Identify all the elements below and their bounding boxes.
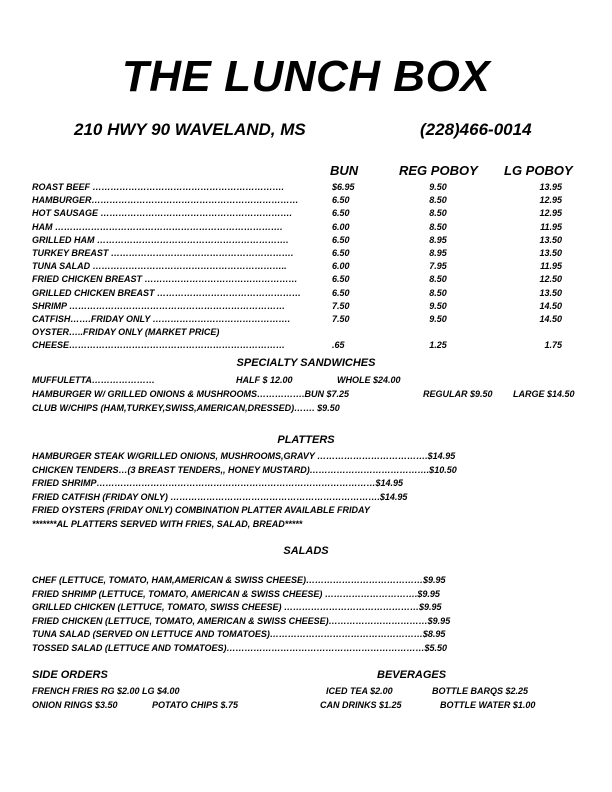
price-lg-poboy: 11.95 <box>540 221 562 232</box>
iced-tea-item: ICED TEA $2.00 <box>326 686 393 696</box>
price-reg-poboy: 8.95 <box>429 248 447 258</box>
price-lg-poboy: 12.95 <box>539 208 562 219</box>
sandwich-name: CATFISH…….FRIDAY ONLY ………………………………………. <box>32 314 291 324</box>
price-lg-poboy: 11.95 <box>540 261 562 272</box>
sandwich-name: SHRIMP ……………………………………………………………… <box>32 300 286 311</box>
price-lg-poboy: 12.95 <box>539 195 562 206</box>
column-lg-poboy: LG POBOY <box>504 163 573 178</box>
sandwich-name: ROAST BEEF ………………………………………………………. <box>32 182 285 192</box>
sandwich-name: GRILLED CHICKEN BREAST ………………………………………… <box>32 287 302 298</box>
price-bun: 6.00 <box>332 221 350 232</box>
salad-item: FRIED SHRIMP (LETTUCE, TOMATO, AMERICAN & SWISS CHEESE) ………………………….$9.95 <box>32 589 440 599</box>
price-bun: 6.00 <box>332 261 350 272</box>
price-reg-poboy: 8.95 <box>429 234 447 245</box>
column-reg-poboy: REG POBOY <box>399 163 478 178</box>
potato-chips-item: POTATO CHIPS $.75 <box>152 700 239 710</box>
price-bun: .65 <box>332 340 345 351</box>
price-lg-poboy: 13.95 <box>539 182 562 192</box>
price-bun: 6.50 <box>332 195 350 206</box>
price-reg-poboy: 8.50 <box>429 221 447 232</box>
sandwich-name: HAM …………………………………………………………………. <box>32 221 283 232</box>
price-reg-poboy: 9.50 <box>429 314 447 324</box>
platter-item: FRIED OYSTERS (FRIDAY ONLY) COMBINATION PLATTER AVAILABLE FRIDAY <box>32 505 370 515</box>
salad-item: TUNA SALAD (SERVED ON LETTUCE AND TOMATOES)……………………………………………$8.95 <box>32 629 446 639</box>
onion-rings-item: ONION RINGS $3.50 <box>32 700 118 710</box>
restaurant-title: THE LUNCH BOX <box>121 52 491 101</box>
bottle-water-item: BOTTLE WATER $1.00 <box>440 700 536 710</box>
salad-item: CHEF (LETTUCE, TOMATO, HAM,AMERICAN & SWISS CHEESE)…………………………………$9.95 <box>32 575 446 585</box>
sandwich-name: FRIED CHICKEN BREAST …………………………………………… <box>32 274 298 285</box>
price-lg-poboy: 12.50 <box>539 274 562 285</box>
salad-item: FRIED CHICKEN (LETTUCE, TOMATO, AMERICAN & SWISS CHEESE)……………………………$9.95 <box>32 616 451 626</box>
price-reg-poboy: 9.50 <box>429 182 447 192</box>
club-item: CLUB W/CHIPS (HAM,TURKEY,SWISS,AMERICAN,DRESSED)……. $9.50 <box>32 403 340 413</box>
muffuletta-half: HALF $ 12.00 <box>236 375 293 385</box>
platter-item: FRIED SHRIMP…………………………………………………………………………………$14.95 <box>32 478 404 488</box>
muffuletta-whole: WHOLE $24.00 <box>337 375 401 385</box>
price-bun: 6.50 <box>332 234 350 245</box>
sandwich-name: OYSTER…..FRIDAY ONLY (MARKET PRICE) <box>32 327 220 338</box>
hamburger-mushroom-large: LARGE $14.50 <box>513 389 575 399</box>
phone-number: (228)466-0014 <box>420 120 532 139</box>
price-reg-poboy: 8.50 <box>429 274 447 285</box>
price-lg-poboy: 13.50 <box>539 234 562 245</box>
sandwich-name: CHEESE……………………………………………………………… <box>32 340 286 351</box>
sandwich-name: GRILLED HAM ………………………………………………………. <box>32 234 289 245</box>
muffuletta-name: MUFFULETTA………………… <box>32 375 155 385</box>
price-reg-poboy: 8.50 <box>429 195 447 206</box>
sandwich-name: TURKEY BREAST ……………………………………………………. <box>32 248 294 258</box>
platters-heading: PLATTERS <box>277 434 335 446</box>
sandwich-name: HAMBURGER…………………………………………………………… <box>32 195 299 206</box>
platter-item: HAMBURGER STEAK W/GRILLED ONIONS, MUSHROOMS,GRAVY ……………………………….$14.95 <box>32 451 456 461</box>
sandwich-name: TUNA SALAD ……………………………………………………….. <box>32 261 287 272</box>
price-lg-poboy: 13.50 <box>539 287 562 298</box>
price-reg-poboy: 1.25 <box>429 340 447 351</box>
price-bun: 6.50 <box>332 248 350 258</box>
price-lg-poboy: 13.50 <box>539 248 562 258</box>
beverages-heading: BEVERAGES <box>377 669 447 681</box>
price-reg-poboy: 8.50 <box>429 208 447 219</box>
salad-item: TOSSED SALAD (LETTUCE AND TOMATOES)…………………………………………………………$5.50 <box>32 643 448 653</box>
price-bun: 6.50 <box>332 287 350 298</box>
hamburger-mushroom-regular: REGULAR $9.50 <box>423 389 493 399</box>
price-lg-poboy: 14.50 <box>539 300 562 311</box>
price-reg-poboy: 9.50 <box>429 300 447 311</box>
price-reg-poboy: 8.50 <box>429 287 447 298</box>
price-lg-poboy: 1.75 <box>544 340 562 351</box>
price-reg-poboy: 7.95 <box>429 261 447 272</box>
side-orders-heading: SIDE ORDERS <box>32 669 108 681</box>
price-bun: 7.50 <box>332 314 350 324</box>
price-bun: $6.95 <box>332 182 355 192</box>
platter-item: *******AL PLATTERS SERVED WITH FRIES, SALAD, BREAD***** <box>32 519 303 529</box>
column-bun: BUN <box>330 163 359 178</box>
platter-item: FRIED CATFISH (FRIDAY ONLY) …………………………………………………………….$14.95 <box>32 492 408 502</box>
hamburger-mushroom-item: HAMBURGER W/ GRILLED ONIONS & MUSHROOMS…………….BUN $7.25 <box>32 389 350 399</box>
price-bun: 6.50 <box>332 274 350 285</box>
specialty-heading: SPECIALTY SANDWICHES <box>236 357 376 369</box>
can-drinks-item: CAN DRINKS $1.25 <box>320 700 402 710</box>
price-bun: 6.50 <box>332 208 350 219</box>
platter-item: CHICKEN TENDERS…(3 BREAST TENDERS,, HONEY MUSTARD)………………………………….$10.50 <box>32 465 457 475</box>
price-lg-poboy: 14.50 <box>539 314 562 324</box>
bottle-barqs-item: BOTTLE BARQS $2.25 <box>432 686 529 696</box>
sandwich-name: HOT SAUSAGE ………………………………………………………. <box>32 208 293 219</box>
address: 210 HWY 90 WAVELAND, MS <box>74 120 306 139</box>
price-bun: 7.50 <box>332 300 350 311</box>
french-fries-item: FRENCH FRIES RG $2.00 LG $4.00 <box>32 686 180 696</box>
salad-item: GRILLED CHICKEN (LETTUCE, TOMATO, SWISS CHEESE) ………………………………………$9.95 <box>32 602 442 612</box>
salads-heading: SALADS <box>283 545 329 557</box>
